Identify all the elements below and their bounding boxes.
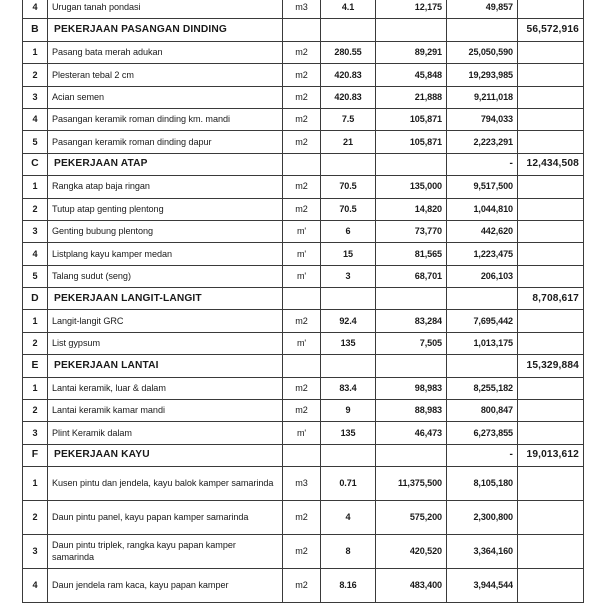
cell-no[interactable]: 5 xyxy=(23,265,48,287)
cell-total[interactable] xyxy=(518,108,584,130)
section-header-row[interactable] xyxy=(23,19,584,41)
cell-unit-price[interactable]: 73,770 xyxy=(376,220,447,242)
cell-total[interactable] xyxy=(518,467,584,501)
cell-quantity[interactable]: 7.5 xyxy=(321,108,376,130)
cell-unit-price[interactable] xyxy=(376,288,447,310)
cell-quantity[interactable] xyxy=(321,444,376,466)
cell-quantity[interactable]: 8.16 xyxy=(321,569,376,603)
cell-quantity[interactable] xyxy=(321,153,376,175)
cell-total[interactable] xyxy=(518,64,584,86)
cell-total[interactable] xyxy=(518,332,584,354)
cell-total[interactable] xyxy=(518,131,584,153)
cell-unit-price[interactable]: 420,520 xyxy=(376,535,447,569)
cell-quantity[interactable]: 135 xyxy=(321,332,376,354)
cell-unit[interactable]: m2 xyxy=(283,501,321,535)
cell-description[interactable]: Daun pintu panel, kayu papan kamper samarinda xyxy=(48,501,283,535)
cell-description[interactable]: PEKERJAAN LANGIT-LANGIT xyxy=(48,288,283,310)
cell-amount[interactable] xyxy=(447,288,518,310)
cell-quantity[interactable]: 4 xyxy=(321,501,376,535)
table-row[interactable] xyxy=(23,501,584,535)
cell-amount[interactable] xyxy=(447,19,518,41)
cell-description[interactable]: Daun jendela ram kaca, kayu papan kamper xyxy=(48,569,283,603)
cell-no[interactable]: 4 xyxy=(23,0,48,19)
cell-quantity[interactable] xyxy=(321,19,376,41)
cell-unit-price[interactable] xyxy=(376,444,447,466)
cell-unit-price[interactable]: 12,175 xyxy=(376,0,447,19)
table-row[interactable] xyxy=(23,569,584,603)
table-row[interactable] xyxy=(23,310,584,332)
cell-unit-price[interactable]: 483,400 xyxy=(376,569,447,603)
cell-description[interactable]: Lantai keramik kamar mandi xyxy=(48,400,283,422)
cell-amount[interactable]: 9,211,018 xyxy=(447,86,518,108)
cell-quantity[interactable]: 9 xyxy=(321,400,376,422)
cell-total[interactable] xyxy=(518,243,584,265)
table-row[interactable] xyxy=(23,41,584,63)
cell-no[interactable]: 3 xyxy=(23,422,48,444)
cell-description[interactable]: PEKERJAAN KAYU xyxy=(48,444,283,466)
table-row[interactable] xyxy=(23,198,584,220)
cell-unit[interactable]: m3 xyxy=(283,467,321,501)
cell-no[interactable]: 2 xyxy=(23,400,48,422)
table-row[interactable] xyxy=(23,535,584,569)
table-row[interactable] xyxy=(23,176,584,198)
cell-no[interactable]: 3 xyxy=(23,220,48,242)
table-row[interactable] xyxy=(23,64,584,86)
cell-description[interactable]: Talang sudut (seng) xyxy=(48,265,283,287)
cell-no[interactable]: 4 xyxy=(23,243,48,265)
cell-description[interactable]: Urugan tanah pondasi xyxy=(48,0,283,19)
cell-total[interactable] xyxy=(518,310,584,332)
cell-unit-price[interactable]: 88,983 xyxy=(376,400,447,422)
cell-description[interactable]: Langit-langit GRC xyxy=(48,310,283,332)
cell-unit-price[interactable]: 98,983 xyxy=(376,377,447,399)
cell-quantity[interactable]: 70.5 xyxy=(321,176,376,198)
cell-quantity[interactable]: 21 xyxy=(321,131,376,153)
cell-total[interactable] xyxy=(518,176,584,198)
cell-amount[interactable]: 3,364,160 xyxy=(447,535,518,569)
cell-unit[interactable]: m2 xyxy=(283,86,321,108)
cell-amount[interactable]: - xyxy=(447,444,518,466)
cell-total[interactable] xyxy=(518,86,584,108)
cell-amount[interactable]: 794,033 xyxy=(447,108,518,130)
cell-quantity[interactable]: 420.83 xyxy=(321,64,376,86)
cell-unit-price[interactable]: 68,701 xyxy=(376,265,447,287)
cell-no[interactable]: 1 xyxy=(23,41,48,63)
section-header-row[interactable] xyxy=(23,288,584,310)
cell-amount[interactable]: 2,223,291 xyxy=(447,131,518,153)
cell-no[interactable]: C xyxy=(23,153,48,175)
cell-no[interactable]: 4 xyxy=(23,108,48,130)
cell-unit-price[interactable] xyxy=(376,355,447,377)
bill-of-quantities-table xyxy=(22,0,584,603)
table-row[interactable] xyxy=(23,400,584,422)
cell-quantity[interactable]: 83.4 xyxy=(321,377,376,399)
cell-amount[interactable]: 1,223,475 xyxy=(447,243,518,265)
cell-quantity[interactable]: 280.55 xyxy=(321,41,376,63)
cell-total[interactable] xyxy=(518,535,584,569)
table-row[interactable] xyxy=(23,0,584,19)
table-row[interactable] xyxy=(23,220,584,242)
cell-unit-price[interactable]: 11,375,500 xyxy=(376,467,447,501)
cell-unit[interactable]: m' xyxy=(283,422,321,444)
cell-description[interactable]: Lantai keramik, luar & dalam xyxy=(48,377,283,399)
cell-unit-price[interactable]: 14,820 xyxy=(376,198,447,220)
cell-unit-price[interactable]: 83,284 xyxy=(376,310,447,332)
cell-description[interactable]: Pasangan keramik roman dinding dapur xyxy=(48,131,283,153)
cell-quantity[interactable]: 135 xyxy=(321,422,376,444)
cell-no[interactable]: 3 xyxy=(23,86,48,108)
cell-no[interactable]: 1 xyxy=(23,377,48,399)
section-header-row[interactable] xyxy=(23,355,584,377)
table-row[interactable] xyxy=(23,131,584,153)
cell-unit[interactable]: m2 xyxy=(283,108,321,130)
cell-amount[interactable]: 206,103 xyxy=(447,265,518,287)
cell-description[interactable]: PEKERJAAN PASANGAN DINDING xyxy=(48,19,283,41)
cell-unit-price[interactable]: 46,473 xyxy=(376,422,447,444)
cell-quantity[interactable] xyxy=(321,355,376,377)
cell-total[interactable] xyxy=(518,220,584,242)
cell-description[interactable]: PEKERJAAN ATAP xyxy=(48,153,283,175)
cell-no[interactable]: 1 xyxy=(23,467,48,501)
table-row[interactable] xyxy=(23,243,584,265)
cell-amount[interactable]: 8,105,180 xyxy=(447,467,518,501)
cell-no[interactable]: B xyxy=(23,19,48,41)
cell-amount[interactable]: 1,044,810 xyxy=(447,198,518,220)
cell-no[interactable]: 1 xyxy=(23,310,48,332)
cell-quantity[interactable]: 70.5 xyxy=(321,198,376,220)
cell-no[interactable]: 5 xyxy=(23,131,48,153)
cell-quantity[interactable]: 92.4 xyxy=(321,310,376,332)
cell-unit-price[interactable]: 45,848 xyxy=(376,64,447,86)
table-row[interactable] xyxy=(23,422,584,444)
cell-total[interactable] xyxy=(518,377,584,399)
cell-amount[interactable]: 9,517,500 xyxy=(447,176,518,198)
cell-total[interactable] xyxy=(518,41,584,63)
cell-unit-price[interactable]: 7,505 xyxy=(376,332,447,354)
cell-total[interactable]: 8,708,617 xyxy=(518,288,584,310)
cell-no[interactable]: 3 xyxy=(23,535,48,569)
cell-unit[interactable]: m2 xyxy=(283,400,321,422)
cell-no[interactable]: 1 xyxy=(23,176,48,198)
cell-unit-price[interactable]: 135,000 xyxy=(376,176,447,198)
cell-description[interactable]: Acian semen xyxy=(48,86,283,108)
cell-quantity[interactable]: 4.1 xyxy=(321,0,376,19)
cell-description[interactable]: Daun pintu triplek, rangka kayu papan kamper samarinda xyxy=(48,535,283,569)
cell-quantity[interactable]: 420.83 xyxy=(321,86,376,108)
table-row[interactable] xyxy=(23,108,584,130)
cell-total[interactable]: 19,013,612 xyxy=(518,444,584,466)
cell-quantity[interactable] xyxy=(321,288,376,310)
cell-unit[interactable] xyxy=(283,355,321,377)
cell-unit[interactable]: m' xyxy=(283,220,321,242)
cell-total[interactable] xyxy=(518,265,584,287)
cell-unit[interactable]: m2 xyxy=(283,131,321,153)
cell-description[interactable]: List gypsum xyxy=(48,332,283,354)
cell-amount[interactable]: 1,013,175 xyxy=(447,332,518,354)
cell-description[interactable]: PEKERJAAN LANTAI xyxy=(48,355,283,377)
cell-amount[interactable]: 49,857 xyxy=(447,0,518,19)
cell-no[interactable]: 2 xyxy=(23,332,48,354)
cell-quantity[interactable]: 8 xyxy=(321,535,376,569)
cell-unit-price[interactable]: 105,871 xyxy=(376,131,447,153)
cell-unit[interactable]: m2 xyxy=(283,198,321,220)
cell-unit[interactable] xyxy=(283,19,321,41)
cell-description[interactable]: Plint Keramik dalam xyxy=(48,422,283,444)
cell-unit-price[interactable]: 105,871 xyxy=(376,108,447,130)
cell-unit[interactable]: m2 xyxy=(283,535,321,569)
cell-unit-price[interactable] xyxy=(376,19,447,41)
cell-total[interactable] xyxy=(518,400,584,422)
cell-total[interactable] xyxy=(518,501,584,535)
cell-description[interactable]: Plesteran tebal 2 cm xyxy=(48,64,283,86)
cell-amount[interactable]: 800,847 xyxy=(447,400,518,422)
cell-amount[interactable]: 7,695,442 xyxy=(447,310,518,332)
cell-total[interactable] xyxy=(518,198,584,220)
cell-unit[interactable]: m2 xyxy=(283,41,321,63)
cell-no[interactable]: 2 xyxy=(23,501,48,535)
cell-quantity[interactable]: 15 xyxy=(321,243,376,265)
cell-unit-price[interactable]: 89,291 xyxy=(376,41,447,63)
cell-total[interactable] xyxy=(518,569,584,603)
cell-unit[interactable]: m' xyxy=(283,243,321,265)
cell-quantity[interactable]: 3 xyxy=(321,265,376,287)
table-row[interactable] xyxy=(23,467,584,501)
section-header-row[interactable] xyxy=(23,444,584,466)
table-row[interactable] xyxy=(23,377,584,399)
cell-description[interactable]: Pasangan keramik roman dinding km. mandi xyxy=(48,108,283,130)
cell-unit[interactable]: m3 xyxy=(283,0,321,19)
cell-amount[interactable]: 3,944,544 xyxy=(447,569,518,603)
cell-unit[interactable]: m2 xyxy=(283,64,321,86)
cell-no[interactable]: 2 xyxy=(23,64,48,86)
boq-table-container xyxy=(22,0,583,603)
cell-unit-price[interactable]: 21,888 xyxy=(376,86,447,108)
cell-no[interactable]: F xyxy=(23,444,48,466)
cell-no[interactable]: E xyxy=(23,355,48,377)
cell-quantity[interactable]: 6 xyxy=(321,220,376,242)
cell-amount[interactable]: 19,293,985 xyxy=(447,64,518,86)
cell-amount[interactable]: - xyxy=(447,153,518,175)
cell-amount[interactable]: 442,620 xyxy=(447,220,518,242)
cell-amount[interactable]: 2,300,800 xyxy=(447,501,518,535)
cell-total[interactable] xyxy=(518,0,584,19)
cell-description[interactable]: Genting bubung plentong xyxy=(48,220,283,242)
cell-amount[interactable] xyxy=(447,355,518,377)
cell-description[interactable]: Tutup atap genting plentong xyxy=(48,198,283,220)
cell-unit-price[interactable]: 81,565 xyxy=(376,243,447,265)
cell-description[interactable]: Kusen pintu dan jendela, kayu balok kamper samarinda xyxy=(48,467,283,501)
cell-description[interactable]: Pasang bata merah adukan xyxy=(48,41,283,63)
table-body xyxy=(23,0,584,603)
table-row[interactable] xyxy=(23,265,584,287)
cell-amount[interactable]: 25,050,590 xyxy=(447,41,518,63)
cell-description[interactable]: Rangka atap baja ringan xyxy=(48,176,283,198)
section-header-row[interactable] xyxy=(23,153,584,175)
cell-unit[interactable]: m' xyxy=(283,332,321,354)
cell-amount[interactable]: 6,273,855 xyxy=(447,422,518,444)
cell-unit[interactable]: m2 xyxy=(283,569,321,603)
cell-unit[interactable] xyxy=(283,444,321,466)
table-row[interactable] xyxy=(23,86,584,108)
cell-unit[interactable]: m2 xyxy=(283,176,321,198)
cell-unit[interactable]: m' xyxy=(283,265,321,287)
cell-amount[interactable]: 8,255,182 xyxy=(447,377,518,399)
cell-unit-price[interactable] xyxy=(376,153,447,175)
cell-total[interactable]: 15,329,884 xyxy=(518,355,584,377)
cell-quantity[interactable]: 0.71 xyxy=(321,467,376,501)
cell-no[interactable]: 2 xyxy=(23,198,48,220)
cell-description[interactable]: Listplang kayu kamper medan xyxy=(48,243,283,265)
cell-no[interactable]: D xyxy=(23,288,48,310)
cell-no[interactable]: 4 xyxy=(23,569,48,603)
cell-unit-price[interactable]: 575,200 xyxy=(376,501,447,535)
cell-unit[interactable]: m2 xyxy=(283,377,321,399)
cell-unit[interactable] xyxy=(283,288,321,310)
cell-total[interactable]: 12,434,508 xyxy=(518,153,584,175)
cell-total[interactable] xyxy=(518,422,584,444)
cell-unit[interactable]: m2 xyxy=(283,310,321,332)
cell-total[interactable]: 56,572,916 xyxy=(518,19,584,41)
table-row[interactable] xyxy=(23,332,584,354)
cell-unit[interactable] xyxy=(283,153,321,175)
